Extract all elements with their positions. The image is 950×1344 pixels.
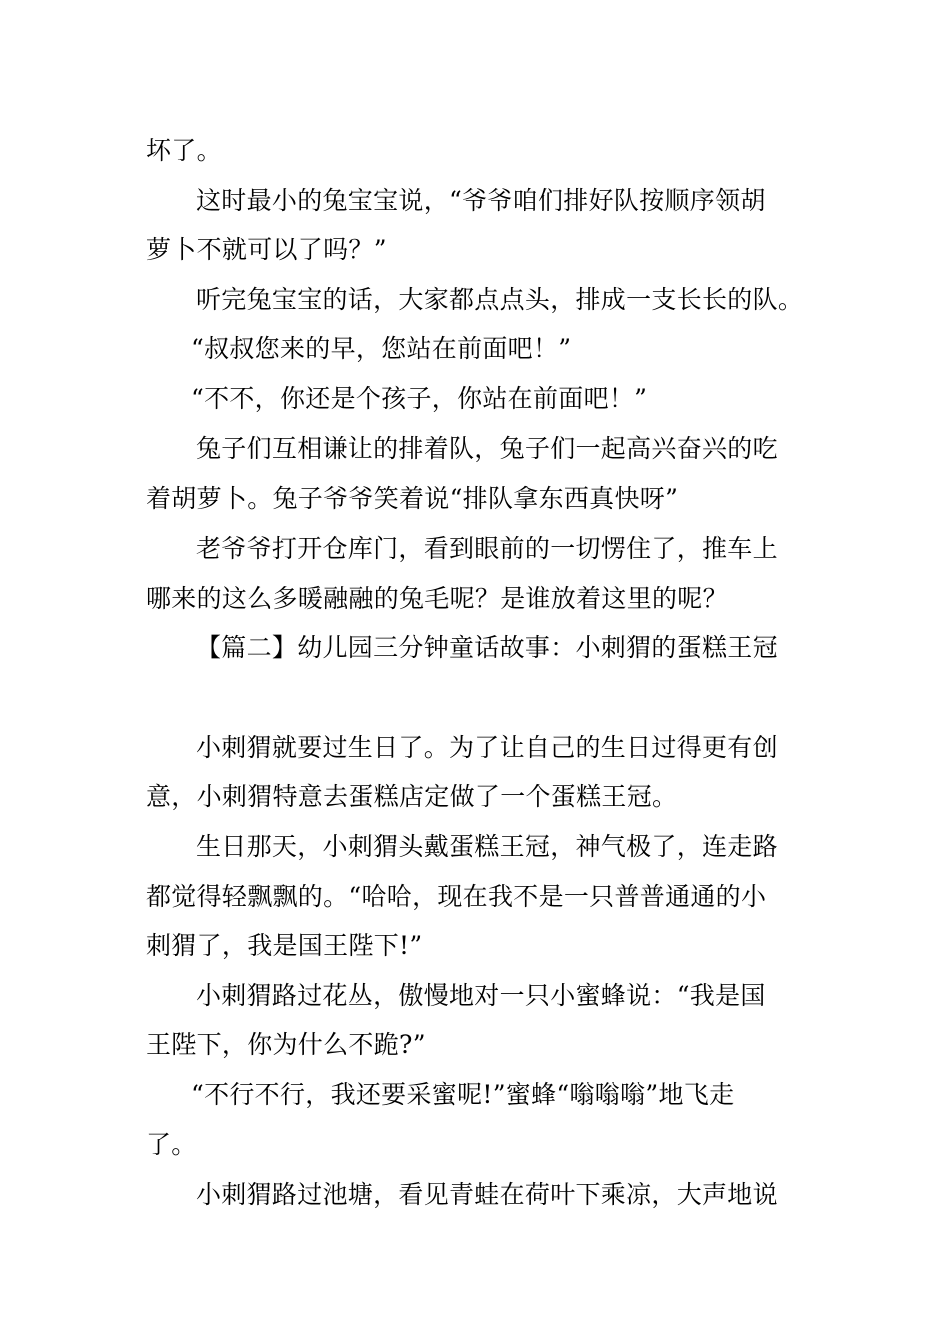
- text-line: “不行不行，我还要采蜜呢!”蜜蜂“嗡嗡嗡”地飞走: [191, 1080, 735, 1109]
- text-line: 都觉得轻飘飘的。“哈哈，现在我不是一只普普通通的小: [146, 882, 767, 911]
- text-line: 哪来的这么多暖融融的兔毛呢？是谁放着这里的呢？: [146, 584, 728, 613]
- text-line: 意，小刺猬特意去蛋糕店定做了一个蛋糕王冠。: [146, 782, 678, 811]
- text-line: 小刺猬就要过生日了。为了让自己的生日过得更有创: [196, 733, 778, 762]
- text-line: 生日那天，小刺猬头戴蛋糕王冠，神气极了，连走路: [196, 832, 778, 861]
- text-line: 小刺猬路过花丛，傲慢地对一只小蜜蜂说：“我是国: [196, 981, 766, 1010]
- text-line: 小刺猬路过池塘，看见青蛙在荷叶下乘凉，大声地说: [196, 1180, 778, 1209]
- text-line: 了。: [146, 1130, 197, 1159]
- text-line: 兔子们互相谦让的排着队，兔子们一起高兴奋兴的吃: [196, 434, 778, 463]
- text-line: 刺猬了，我是国王陛下!”: [146, 931, 423, 960]
- text-line: 坏了。: [146, 136, 222, 165]
- text-line: 着胡萝卜。兔子爷爷笑着说“排队拿东西真快呀”: [146, 484, 679, 513]
- text-line: 王陛下，你为什么不跪?”: [146, 1030, 426, 1059]
- text-line: 听完兔宝宝的话，大家都点点头，排成一支长长的队。: [196, 285, 804, 314]
- section-heading: 【篇二】幼儿园三分钟童话故事：小刺猬的蛋糕王冠: [196, 633, 778, 662]
- text-line: 这时最小的兔宝宝说，“爷爷咱们排好队按顺序领胡: [196, 186, 766, 215]
- text-line: “不不，你还是个孩子，你站在前面吧！”: [191, 384, 648, 413]
- text-line: 老爷爷打开仓库门，看到眼前的一切愣住了，推车上: [196, 534, 778, 563]
- text-line: 萝卜不就可以了吗？”: [146, 235, 387, 264]
- text-line: “叔叔您来的早，您站在前面吧！”: [191, 334, 572, 363]
